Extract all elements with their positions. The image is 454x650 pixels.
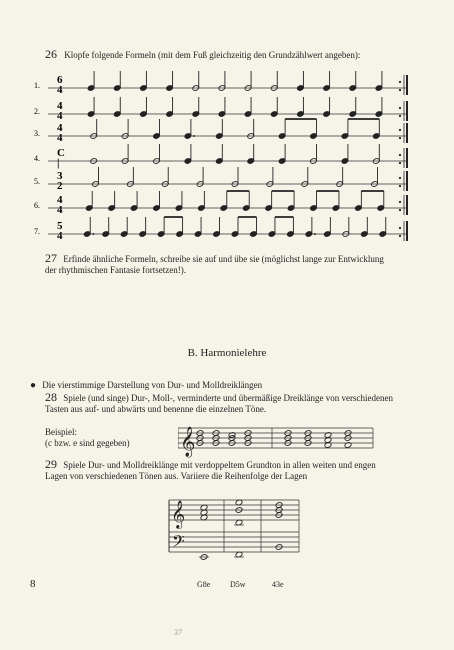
time-signature-bottom: 4	[57, 204, 63, 216]
exercise-26-text: Klopfe folgende Formeln (mit dem Fuß gleichzeitig den Grundzählwert angeben):	[64, 50, 361, 60]
row-label: 7.	[34, 227, 40, 236]
treble-clef-icon: 𝄞	[171, 502, 186, 528]
repeat-dot	[399, 209, 401, 211]
exercise-27-line2: der rhythmischen Fantasie fortsetzen!).	[45, 265, 186, 275]
time-signature-bottom: 4	[57, 230, 63, 242]
exercise-26-number: 26	[45, 47, 57, 61]
time-signature-top: C	[57, 147, 65, 159]
repeat-dot	[399, 235, 401, 237]
row-label: 3.	[34, 129, 40, 138]
exercise-29-line1: Spiele Dur- und Molldreiklänge mit verdoppeltem Grundton in allen weiten und engen	[63, 460, 376, 470]
example-note: (c bzw. e sind gegeben)	[45, 438, 130, 448]
time-signature-top: 4	[57, 194, 63, 206]
subsection-title: Die vierstimmige Darstellung von Dur- und Molldreiklängen	[42, 380, 263, 390]
exercise-28-number: 28	[45, 390, 57, 404]
rhythm-exercises	[0, 0, 454, 250]
time-signature-bottom: 2	[57, 180, 63, 192]
time-signature-top: 4	[57, 100, 63, 112]
bullet-icon: ●	[30, 380, 37, 391]
note-dot	[314, 233, 316, 235]
exercise-28-line1: Spiele (und singe) Dur-, Moll-, verminderte und übermäßige Dreiklänge von verschiedenen	[63, 393, 393, 403]
exercise-27	[45, 253, 384, 276]
example-staff	[178, 420, 378, 460]
chord-label-1: G8e	[197, 580, 211, 589]
repeat-dot	[399, 227, 401, 229]
chord-label-2: D5w	[230, 580, 246, 589]
grand-staff	[164, 490, 304, 572]
repeat-dot	[399, 129, 401, 131]
exercise-29	[45, 459, 376, 482]
time-signature-top: 6	[57, 74, 63, 86]
note-dot	[92, 233, 94, 235]
repeat-dot	[399, 162, 401, 164]
time-signature-bottom: 4	[57, 110, 63, 122]
row-label: 4.	[34, 154, 40, 163]
repeat-dot	[399, 107, 401, 109]
example-label: Beispiel:	[45, 427, 77, 437]
repeat-dot	[399, 177, 401, 179]
row-label: 5.	[34, 177, 40, 186]
repeat-dot	[399, 201, 401, 203]
exercise-28	[45, 392, 393, 415]
exercise-28-line2: Tasten aus auf- und abwärts und benenne die einzelnen Töne.	[45, 404, 267, 414]
time-signature-top: 3	[57, 170, 63, 182]
pencil-mark: 37	[174, 628, 182, 637]
time-signature-top: 5	[57, 220, 63, 232]
time-signature-top: 4	[57, 122, 63, 134]
repeat-dot	[399, 115, 401, 117]
exercise-29-number: 29	[45, 457, 57, 471]
exercise-27-line1: Erfinde ähnliche Formeln, schreibe sie auf und übe sie (möglichst lange zur Entwicklung	[63, 254, 384, 264]
repeat-dot	[399, 89, 401, 91]
repeat-dot	[399, 137, 401, 139]
repeat-dot	[399, 81, 401, 83]
time-signature-bottom: 4	[57, 132, 63, 144]
repeat-dot	[399, 154, 401, 156]
page-number: 8	[30, 578, 36, 590]
time-signature-bottom: 4	[57, 84, 63, 96]
time-signature-bottom: |	[57, 157, 60, 169]
note-dot	[193, 135, 195, 137]
treble-clef-icon: 𝄞	[180, 427, 196, 456]
section-title: B. Harmonielehre	[187, 347, 267, 359]
repeat-dot	[399, 185, 401, 187]
subsection	[30, 380, 262, 391]
row-label: 2.	[34, 107, 40, 116]
chord-label-3: 43e	[272, 580, 284, 589]
row-label: 1.	[34, 81, 40, 90]
bass-clef-icon: 𝄢	[172, 533, 185, 555]
exercise-27-number: 27	[45, 251, 57, 265]
row-label: 6.	[34, 201, 40, 210]
exercise-29-line2: Lagen von verschiedenen Tönen aus. Variiere die Reihenfolge der Lagen	[45, 471, 308, 481]
